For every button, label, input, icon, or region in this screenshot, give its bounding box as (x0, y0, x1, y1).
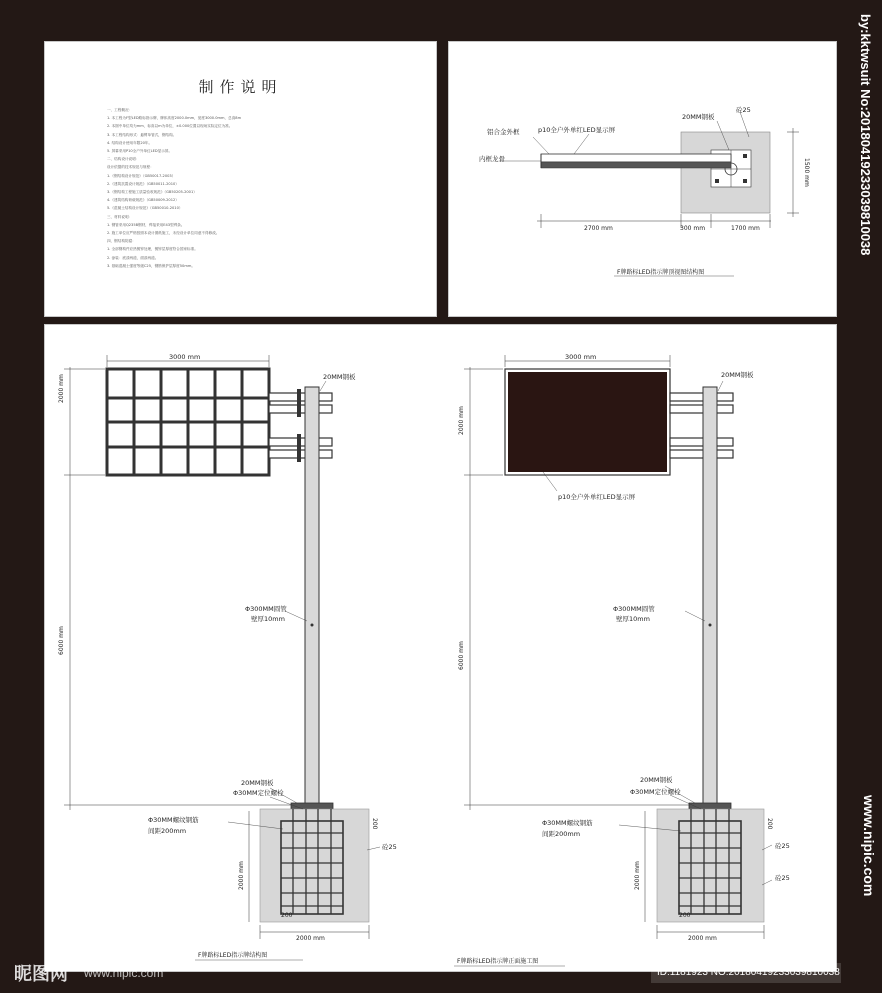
notes-line: 2. 本图中单位均为mm，标高以m为单位，±0.000位置以现场实际定位为准。 (107, 124, 233, 129)
notes-line: 3.《钢结构工程施工质量验收规范》（GB50205-2001） (107, 190, 197, 195)
notes-line: 设计依据的技术规范与规程： (107, 165, 154, 170)
label-bolt-front: Φ30MM定位螺栓 (630, 788, 681, 796)
led-screen (508, 372, 667, 472)
label-steel-plate-top: 20MM钢板 (323, 373, 356, 381)
notes-line: 1. 本工程为F型LED路标指示牌，牌体高度2000.0mm，宽度3000.0mm，总高8m (107, 116, 242, 121)
notes-line: 4.《建筑结构荷载规范》（GB50009-2012） (107, 198, 179, 203)
notes-line: 二、结构设计说明： (107, 157, 140, 162)
label-concrete: 砼25 (736, 106, 751, 114)
label-steel-plate-base-front: 20MM钢板 (640, 776, 673, 784)
notes-line: 2.《建筑抗震设计规范》（GB50011-2010） (107, 181, 179, 186)
label-steel-plate: 20MM钢板 (682, 113, 715, 121)
label-concrete: 砼25 (382, 843, 397, 851)
notes-panel (44, 41, 437, 317)
image-id-strip: ID:1181923 NO:20180419233039810038 (651, 963, 841, 983)
dim-width-front: 3000 mm (565, 353, 597, 361)
notes-line: 1. 全部钢构件应热镀锌处理，镀锌层厚度符合国家标准。 (107, 247, 198, 252)
label-spacing: 间距200mm (148, 827, 187, 835)
dim-1700: 1700 mm (731, 225, 760, 232)
notes-line: 一、工程概况： (107, 108, 133, 112)
notes-line: 5.《混凝土结构设计规范》（GB50010-2010） (107, 206, 183, 211)
concrete-foundation (260, 809, 369, 922)
nipic-logo: 昵图网 (14, 964, 68, 985)
dim-200-right: 200 (371, 818, 378, 830)
dim-2000-base-front: 2000 mm (634, 861, 641, 890)
notes-line: 三、材料说明： (107, 214, 133, 219)
front-view-caption: F牌路标LED指示牌正面施工图 (457, 958, 539, 965)
notes-text (107, 106, 407, 270)
label-keel: 内框龙骨 (479, 155, 505, 163)
structure-view (58, 353, 397, 960)
front-view (454, 353, 790, 966)
notes-line: 四、钢结构防腐： (107, 239, 136, 244)
structure-caption: F牌路标LED指示牌结构图 (198, 952, 268, 959)
label-pipe: Φ300MM圆管 (245, 605, 287, 613)
label-concrete-front-1: 砼25 (775, 842, 790, 850)
dim-6000-front: 6000 mm (458, 641, 465, 670)
dim-2000-base: 2000 mm (238, 861, 245, 890)
dim-base-width-front: 2000 mm (688, 935, 717, 942)
dim-2000-top: 2000 mm (58, 374, 65, 403)
dim-1500: 1500 mm (803, 158, 810, 187)
dim-200-right-front: 200 (766, 818, 773, 830)
label-wall-thickness-front: 壁厚10mm (616, 615, 650, 623)
dim-base-width: 2000 mm (296, 935, 325, 942)
dim-2700: 2700 mm (584, 225, 613, 232)
label-wall-thickness: 壁厚10mm (251, 615, 285, 623)
notes-line: 3. 基础混凝土强度等级C25，钢筋保护层厚度50mm。 (107, 263, 195, 268)
dim-width: 3000 mm (169, 353, 201, 361)
nipic-url: www.nipic.com (84, 966, 164, 980)
notes-line: 2. 施工单位应严格按照本设计图纸施工，未经设计单位同意不得修改。 (107, 231, 220, 236)
label-frame: 铝合金外框 (487, 128, 520, 136)
dim-6000: 6000 mm (58, 626, 65, 655)
base-plate (291, 803, 333, 809)
pole-front (703, 387, 717, 805)
watermark-site: www.nipic.com (861, 795, 877, 897)
notes-line: 1. 钢管采用Q235B钢材，焊接采用E43型焊条。 (107, 222, 185, 227)
label-steel-plate-top-front: 20MM钢板 (721, 371, 754, 379)
led-screen-top (541, 162, 731, 168)
top-view-panel (448, 41, 837, 317)
notes-line: 3. 本工程结构形式：悬臂单管式，钢结构。 (107, 132, 177, 137)
notes-title: 制作说明 (198, 78, 283, 96)
elevation-panel (44, 324, 837, 972)
notes-line: 1.《钢结构设计规范》（GB50017-2003） (107, 173, 176, 178)
sign-frame-grid (107, 369, 269, 475)
notes-line: 5. 屏幕采用P10全户外单红LED显示屏。 (107, 149, 173, 154)
label-concrete-front-2: 砼25 (775, 874, 790, 882)
top-view-caption: F牌路标LED指示牌顶视图结构图 (617, 269, 705, 276)
dim-200-bottom: 200 (281, 912, 293, 919)
label-rebar: Φ30MM螺纹钢筋 (148, 816, 199, 824)
watermark-author-id: by:kktwsuit No:20180419233039810038 (858, 14, 873, 256)
label-led-screen: p10全户外单红LED显示屏 (538, 126, 616, 134)
dim-200-bottom-front: 200 (679, 912, 691, 919)
label-steel-plate-base: 20MM钢板 (241, 779, 274, 787)
label-spacing-front: 间距200mm (542, 830, 581, 838)
dim-2000-top-front: 2000 mm (458, 406, 465, 435)
concrete-foundation-front (657, 809, 764, 922)
label-bolt: Φ30MM定位螺栓 (233, 789, 284, 797)
base-plate-front (689, 803, 731, 809)
dim-300: 300 mm (680, 225, 706, 232)
label-led-screen-front: p10全户外单红LED显示屏 (558, 493, 636, 501)
sign-frame (541, 154, 731, 162)
elevation-drawings (45, 325, 838, 973)
notes-line: 4. 结构设计使用年限20年。 (107, 140, 153, 145)
top-view-drawing (449, 42, 838, 318)
notes-line: 2. 涂装：底漆两道，面漆两道。 (107, 255, 159, 260)
label-pipe-front: Φ300MM圆管 (613, 605, 655, 613)
pole (305, 387, 319, 805)
label-rebar-front: Φ30MM螺纹钢筋 (542, 819, 593, 827)
